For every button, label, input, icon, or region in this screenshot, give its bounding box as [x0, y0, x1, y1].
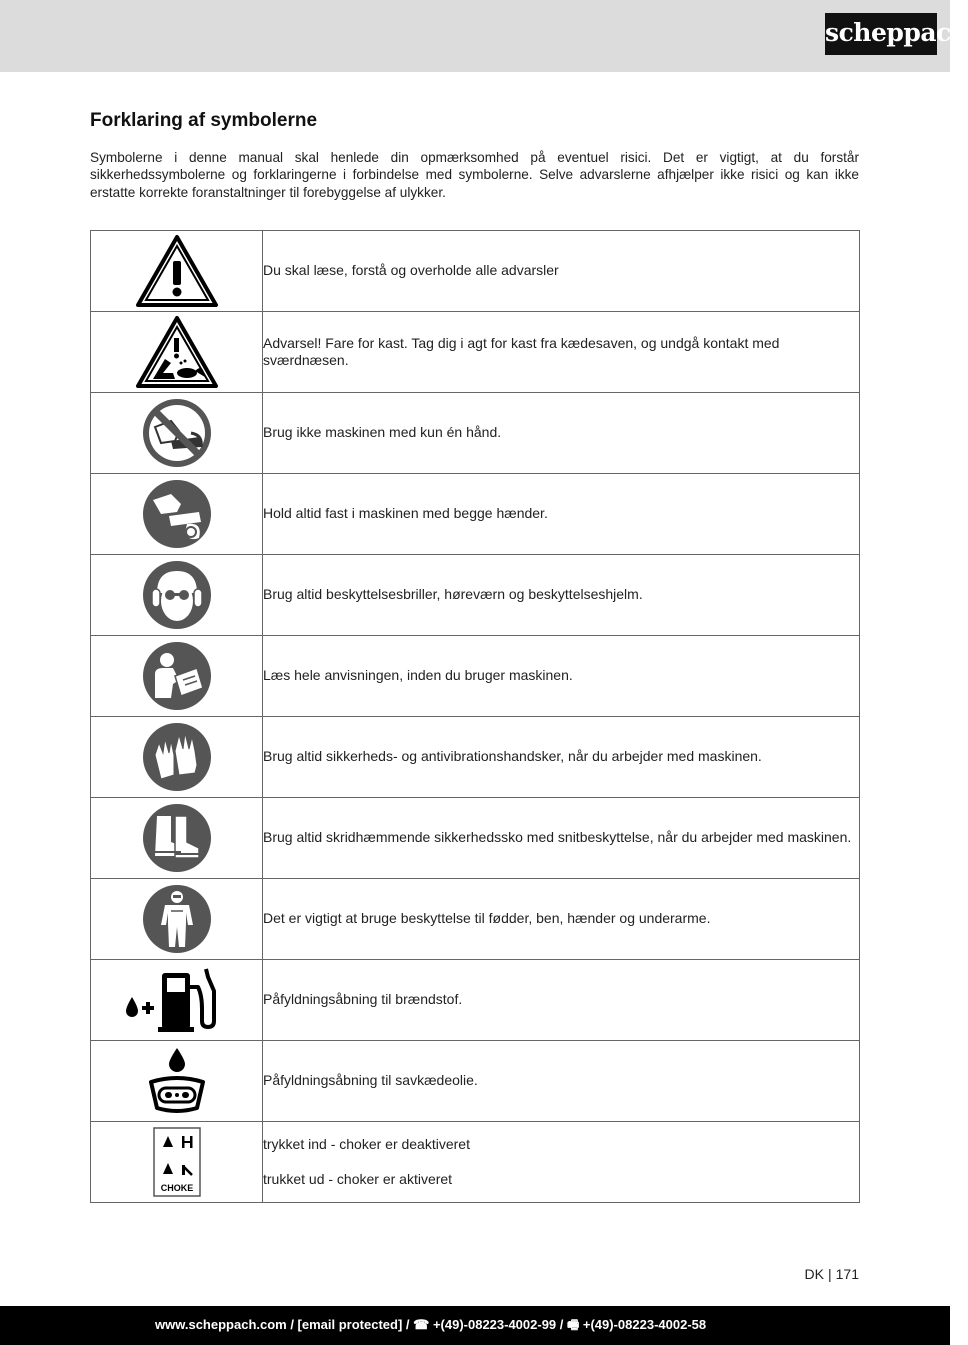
gloves-icon [141, 721, 213, 793]
header-band [0, 0, 950, 72]
table-row [91, 555, 860, 636]
read-manual-icon [141, 640, 213, 712]
page-number-value: 171 [835, 1266, 859, 1282]
page-lang: DK [804, 1266, 824, 1282]
table-row [91, 393, 860, 474]
footer-contact: www.scheppach.com / [email protected] / ☎ +(49)-08223-4002-99 / 🖷 +(49)-08223-4002-58 [155, 1317, 707, 1332]
symbol-description: Hold altid fast i maskinen med begge hænder. [263, 474, 860, 555]
table-row [91, 879, 860, 960]
symbol-description: Det er vigtigt at bruge beskyttelse til fødder, ben, hænder og underarme. [263, 879, 860, 960]
two-hands-icon [141, 478, 213, 550]
full-body-protection-icon [141, 883, 213, 955]
table-row [91, 717, 860, 798]
page-title: Forklaring af symbolerne [90, 110, 318, 131]
protective-gear-icon [141, 559, 213, 631]
table-row [91, 798, 860, 879]
table-row [91, 1122, 860, 1203]
symbol-description: Brug altid sikkerheds- og antivibrationshandsker, når du arbejder med maskinen. [263, 717, 860, 798]
table-row [91, 960, 860, 1041]
symbol-description: Brug altid skridhæmmende sikkerhedssko med snitbeskyttelse, når du arbejder med maskinen. [263, 798, 860, 879]
warning-triangle-icon [135, 234, 219, 308]
symbol-description: Læs hele anvisningen, inden du bruger maskinen. [263, 636, 860, 717]
table-row [91, 636, 860, 717]
symbols-table [90, 230, 860, 1203]
choke-icon [153, 1127, 201, 1197]
no-one-hand-icon [141, 397, 213, 469]
symbol-description: Påfyldningsåbning til brændstof. [263, 960, 860, 1041]
table-row [91, 312, 860, 393]
chain-oil-icon [145, 1046, 209, 1116]
symbol-description: Advarsel! Fare for kast. Tag dig i agt for kast fra kædesaven, og undgå kontakt med sværdnæsen. [263, 312, 860, 393]
page-number [805, 1266, 859, 1282]
page-separator: | [828, 1266, 832, 1282]
symbol-description: Du skal læse, forstå og overholde alle advarsler [263, 231, 860, 312]
table-row [91, 1041, 860, 1122]
brand-logo: scheppach [825, 13, 937, 55]
symbol-description: Påfyldningsåbning til savkædeolie. [263, 1041, 860, 1122]
choke-label: CHOKE [160, 1183, 193, 1193]
intro-paragraph: Symbolerne i denne manual skal henlede din opmærksomhed på eventuel risici. Det er vigtigt, at du forstår sikkerhedssymbolerne og forklaringerne i forbindelse med symbolerne. Selve advarslerne afhjælper ikke risici og kan ikke erstatte korrekte foranstaltninger til forebyggelse af ulykker. [90, 150, 859, 200]
fuel-filler-icon [122, 965, 232, 1035]
symbol-description: trykket ind - choker er deaktiveret [263, 1136, 470, 1152]
table-row [91, 231, 860, 312]
kickback-warning-icon [135, 315, 219, 389]
safety-boots-icon [141, 802, 213, 874]
symbol-description: Brug ikke maskinen med kun én hånd. [263, 393, 860, 474]
symbol-description-2: trukket ud - choker er aktiveret [263, 1170, 453, 1187]
symbol-description: Brug altid beskyttelsesbriller, høreværn og beskyttelseshjelm. [263, 555, 860, 636]
table-row [91, 474, 860, 555]
